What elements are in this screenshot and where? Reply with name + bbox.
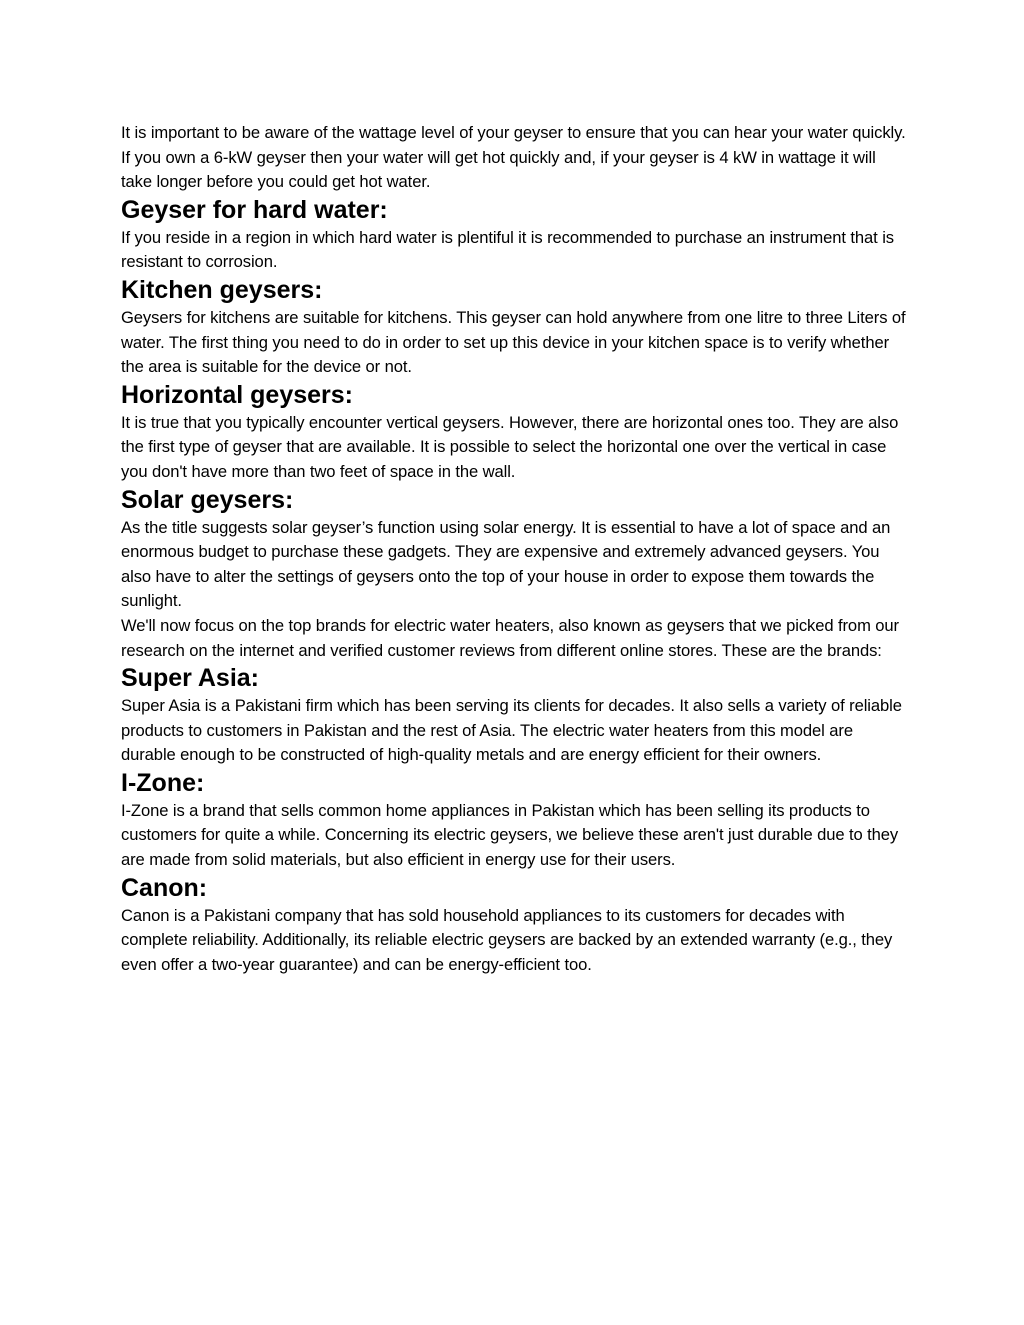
section-paragraph: If you reside in a region in which hard water is plentiful it is recommended to purchase an instrument that is resistant to corrosion. bbox=[121, 227, 894, 272]
section-paragraph: Geysers for kitchens are suitable for kitchens. This geyser can hold anywhere from one litre to three Liters of water. The first thing you need to do in order to set up this device in your kitchen space is to verify whether the area is suitable for the device or not. bbox=[121, 307, 906, 377]
section-heading-super-asia: Super Asia: bbox=[121, 664, 260, 693]
section-paragraph: As the title suggests solar geyser’s function using solar energy. It is essential to have a lot of space and an enormous budget to purchase these gadgets. They are expensive and extremely advanced geysers. You also have to alter the settings of geysers onto the top of your house in order to expose them towards the sunlight. bbox=[121, 517, 891, 611]
section-heading-solar: Solar geysers: bbox=[121, 485, 294, 514]
section-heading-i-zone: I-Zone: bbox=[121, 768, 205, 797]
section-heading-canon: Canon: bbox=[121, 873, 208, 902]
section-heading-horizontal: Horizontal geysers: bbox=[121, 380, 354, 409]
section-paragraph: Canon is a Pakistani company that has sold household appliances to its customers for decades with complete reliability. Additionally, its reliable electric geysers are backed by an extended warranty (e.g., they even offer a two-year guarantee) and can be energy-efficient too. bbox=[121, 905, 893, 974]
section-heading-hard-water: Geyser for hard water: bbox=[121, 195, 388, 224]
section-paragraph: Super Asia is a Pakistani firm which has been serving its clients for decades. It also sells a variety of reliable products to customers in Pakistan and the rest of Asia. The electric water heaters from this model are durable enough to be constructed of high-quality metals and are energy efficient for their owners. bbox=[121, 696, 902, 765]
document-body bbox=[121, 121, 911, 977]
section-paragraph: I-Zone is a brand that sells common home appliances in Pakistan which has been selling its products to customers for quite a while. Concerning its electric geysers, we believe these aren't just durable due to they are made from solid materials, but also efficient in energy use for their users. bbox=[121, 800, 899, 870]
section-paragraph: It is true that you typically encounter vertical geysers. However, there are horizontal ones too. They are also the first type of geyser that are available. It is possible to select the horizontal one over the vertical in case you don't have more than two feet of space in the wall. bbox=[121, 412, 899, 481]
intro-paragraph: It is important to be aware of the wattage level of your geyser to ensure that you can hear your water quickly. If you own a 6-kW geyser then your water will get hot quickly and, if your geyser is 4 kW in wattage it will take longer before you could get hot water. bbox=[121, 123, 906, 192]
section-heading-kitchen: Kitchen geysers: bbox=[121, 275, 323, 304]
section-paragraph: We'll now focus on the top brands for electric water heaters, also known as geysers that we picked from our research on the internet and verified customer reviews from different online stores. These are the brands: bbox=[121, 615, 899, 660]
